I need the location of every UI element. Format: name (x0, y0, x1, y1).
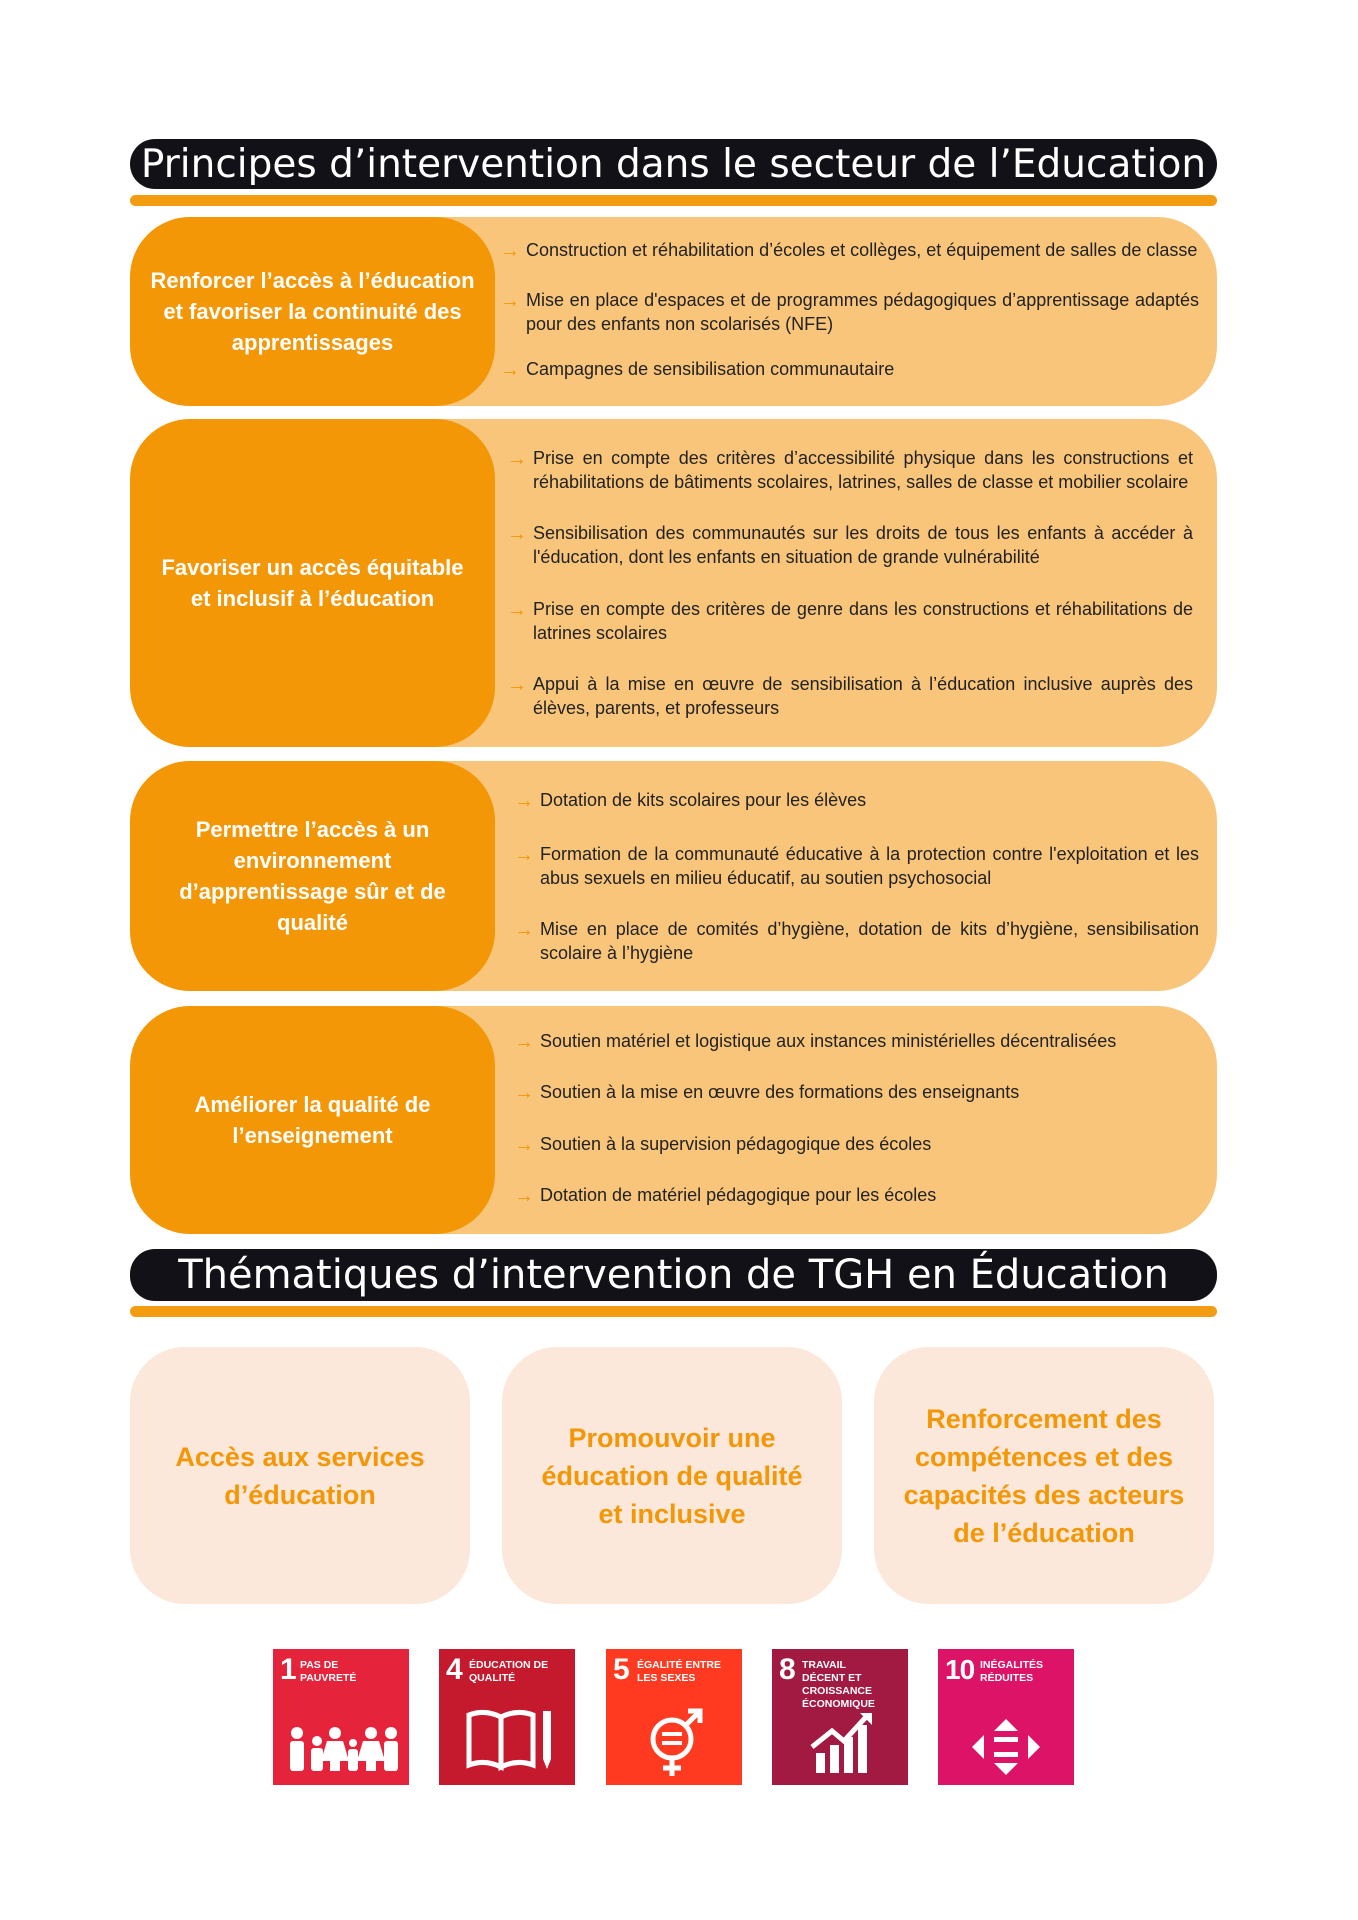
arrow-right-icon: → (500, 358, 520, 381)
list-item (514, 1132, 1199, 1160)
arrow-right-icon: → (507, 598, 527, 621)
list-item (500, 357, 1199, 385)
list-item-text: Prise en compte des critères d’accessibilité physique dans les constructions et réhabilitations de bâtiments scolaires, latrines, salles de classe et mobilier scolaire (533, 448, 1193, 493)
list-item (514, 917, 1199, 965)
sdg-number: 1 (280, 1653, 296, 1686)
list-item-text: Soutien à la mise en œuvre des formations des enseignants (540, 1082, 1020, 1103)
principle-heading: Renforcer l’accès à l’éducation et favoriser la continuité des apprentissages (130, 217, 495, 406)
arrow-right-icon: → (514, 1031, 534, 1054)
list-item-text: Appui à la mise en œuvre de sensibilisation à l’éducation inclusive auprès des élèves, parents, et professeurs (533, 673, 1193, 718)
sdg-tile-1 (273, 1649, 409, 1785)
title-underline (130, 195, 1217, 206)
principle-heading: Permettre l’accès à un environnement d’apprentissage sûr et de qualité (130, 761, 495, 991)
sdg-number: 8 (779, 1653, 795, 1686)
list-item (514, 1183, 1199, 1211)
sdg-tile-5 (606, 1649, 742, 1785)
principle-block-1 (130, 217, 1217, 406)
sdg-label: ÉGALITÉ ENTRE LES SEXES (637, 1659, 722, 1684)
arrow-right-icon: → (507, 673, 527, 696)
arrow-right-icon: → (500, 240, 520, 263)
list-item (514, 842, 1199, 890)
principle-heading: Favoriser un accès équitable et inclusif à l’éducation (130, 419, 495, 747)
theme-card-quality: Promouvoir une éducation de qualité et inclusive (502, 1347, 842, 1604)
arrow-right-icon: → (507, 523, 527, 546)
arrow-right-icon: → (514, 789, 534, 812)
sdg-tile-10 (938, 1649, 1074, 1785)
list-item (514, 1080, 1199, 1108)
principle-block-4 (130, 1006, 1217, 1234)
sdg-number: 10 (945, 1654, 975, 1685)
sdg-label: TRAVAIL DÉCENT ET CROISSANCE ÉCONOMIQUE (802, 1659, 875, 1710)
arrow-right-icon: → (507, 448, 527, 471)
sdg-label: PAS DE PAUVRETÉ (300, 1659, 357, 1684)
list-item-text: Soutien à la supervision pédagogique des écoles (540, 1133, 932, 1154)
list-item-text: Soutien matériel et logistique aux instances ministérielles décentralisées (540, 1031, 1117, 1052)
principle-heading: Améliorer la qualité de l’enseignement (130, 1006, 495, 1234)
principle-items (507, 419, 1193, 747)
principle-block-2 (130, 419, 1217, 747)
principle-items (500, 217, 1199, 406)
sdg-number: 5 (613, 1653, 629, 1686)
list-item-text: Mise en place d'espaces et de programmes pédagogiques d’apprentissage adaptés pour des enfants non scolarisés (NFE) (526, 289, 1199, 334)
section-title-thematiques: Thématiques d’intervention de TGH en Éducation (130, 1249, 1217, 1301)
list-item-text: Sensibilisation des communautés sur les droits de tous les enfants à accéder à l'éducation, dont les enfants en situation de grande vulnérabilité (533, 523, 1193, 568)
list-item (514, 788, 1199, 816)
sdg-label: ÉDUCATION DE QUALITÉ (469, 1659, 549, 1684)
list-item-text: Formation de la communauté éducative à la protection contre l'exploitation et les abus sexuels en milieu éducatif, au soutien psychosocial (540, 844, 1199, 888)
title-underline (130, 1306, 1217, 1317)
list-item-text: Dotation de matériel pédagogique pour les écoles (540, 1184, 937, 1205)
list-item (507, 446, 1193, 494)
list-item (500, 238, 1199, 266)
section-title-principes: Principes d’intervention dans le secteur de l’Education (130, 139, 1217, 189)
list-item (507, 521, 1193, 569)
list-item-text: Mise en place de comités d’hygiène, dotation de kits d’hygiène, sensibilisation scolaire à l’hygiène (540, 918, 1199, 963)
arrow-right-icon: → (514, 844, 534, 866)
theme-card-access: Accès aux services d’éducation (130, 1347, 470, 1604)
list-item-text: Campagnes de sensibilisation communautaire (526, 358, 895, 379)
principle-items (506, 1006, 1199, 1234)
list-item (514, 1029, 1199, 1057)
arrow-right-icon: → (514, 918, 534, 941)
principle-items (506, 761, 1199, 991)
theme-card-capacity: Renforcement des compétences et des capacités des acteurs de l’éducation (874, 1347, 1214, 1604)
sdg-number: 4 (446, 1653, 462, 1686)
arrow-right-icon: → (514, 1082, 534, 1105)
list-item (507, 672, 1193, 720)
list-item-text: Construction et réhabilitation d’écoles et collèges, et équipement de salles de classe (526, 240, 1198, 261)
list-item-text: Prise en compte des critères de genre dans les constructions et réhabilitations de latrines scolaires (533, 598, 1193, 643)
arrow-right-icon: → (514, 1133, 534, 1156)
principle-block-3 (130, 761, 1217, 991)
arrow-right-icon: → (500, 289, 520, 312)
list-item-text: Dotation de kits scolaires pour les élèves (540, 789, 867, 810)
list-item (507, 597, 1193, 645)
sdg-tile-8 (772, 1649, 908, 1785)
sdg-tile-4 (439, 1649, 575, 1785)
list-item (500, 288, 1199, 336)
sdg-label: INÉGALITÉS RÉDUITES (980, 1659, 1044, 1684)
arrow-right-icon: → (514, 1184, 534, 1207)
